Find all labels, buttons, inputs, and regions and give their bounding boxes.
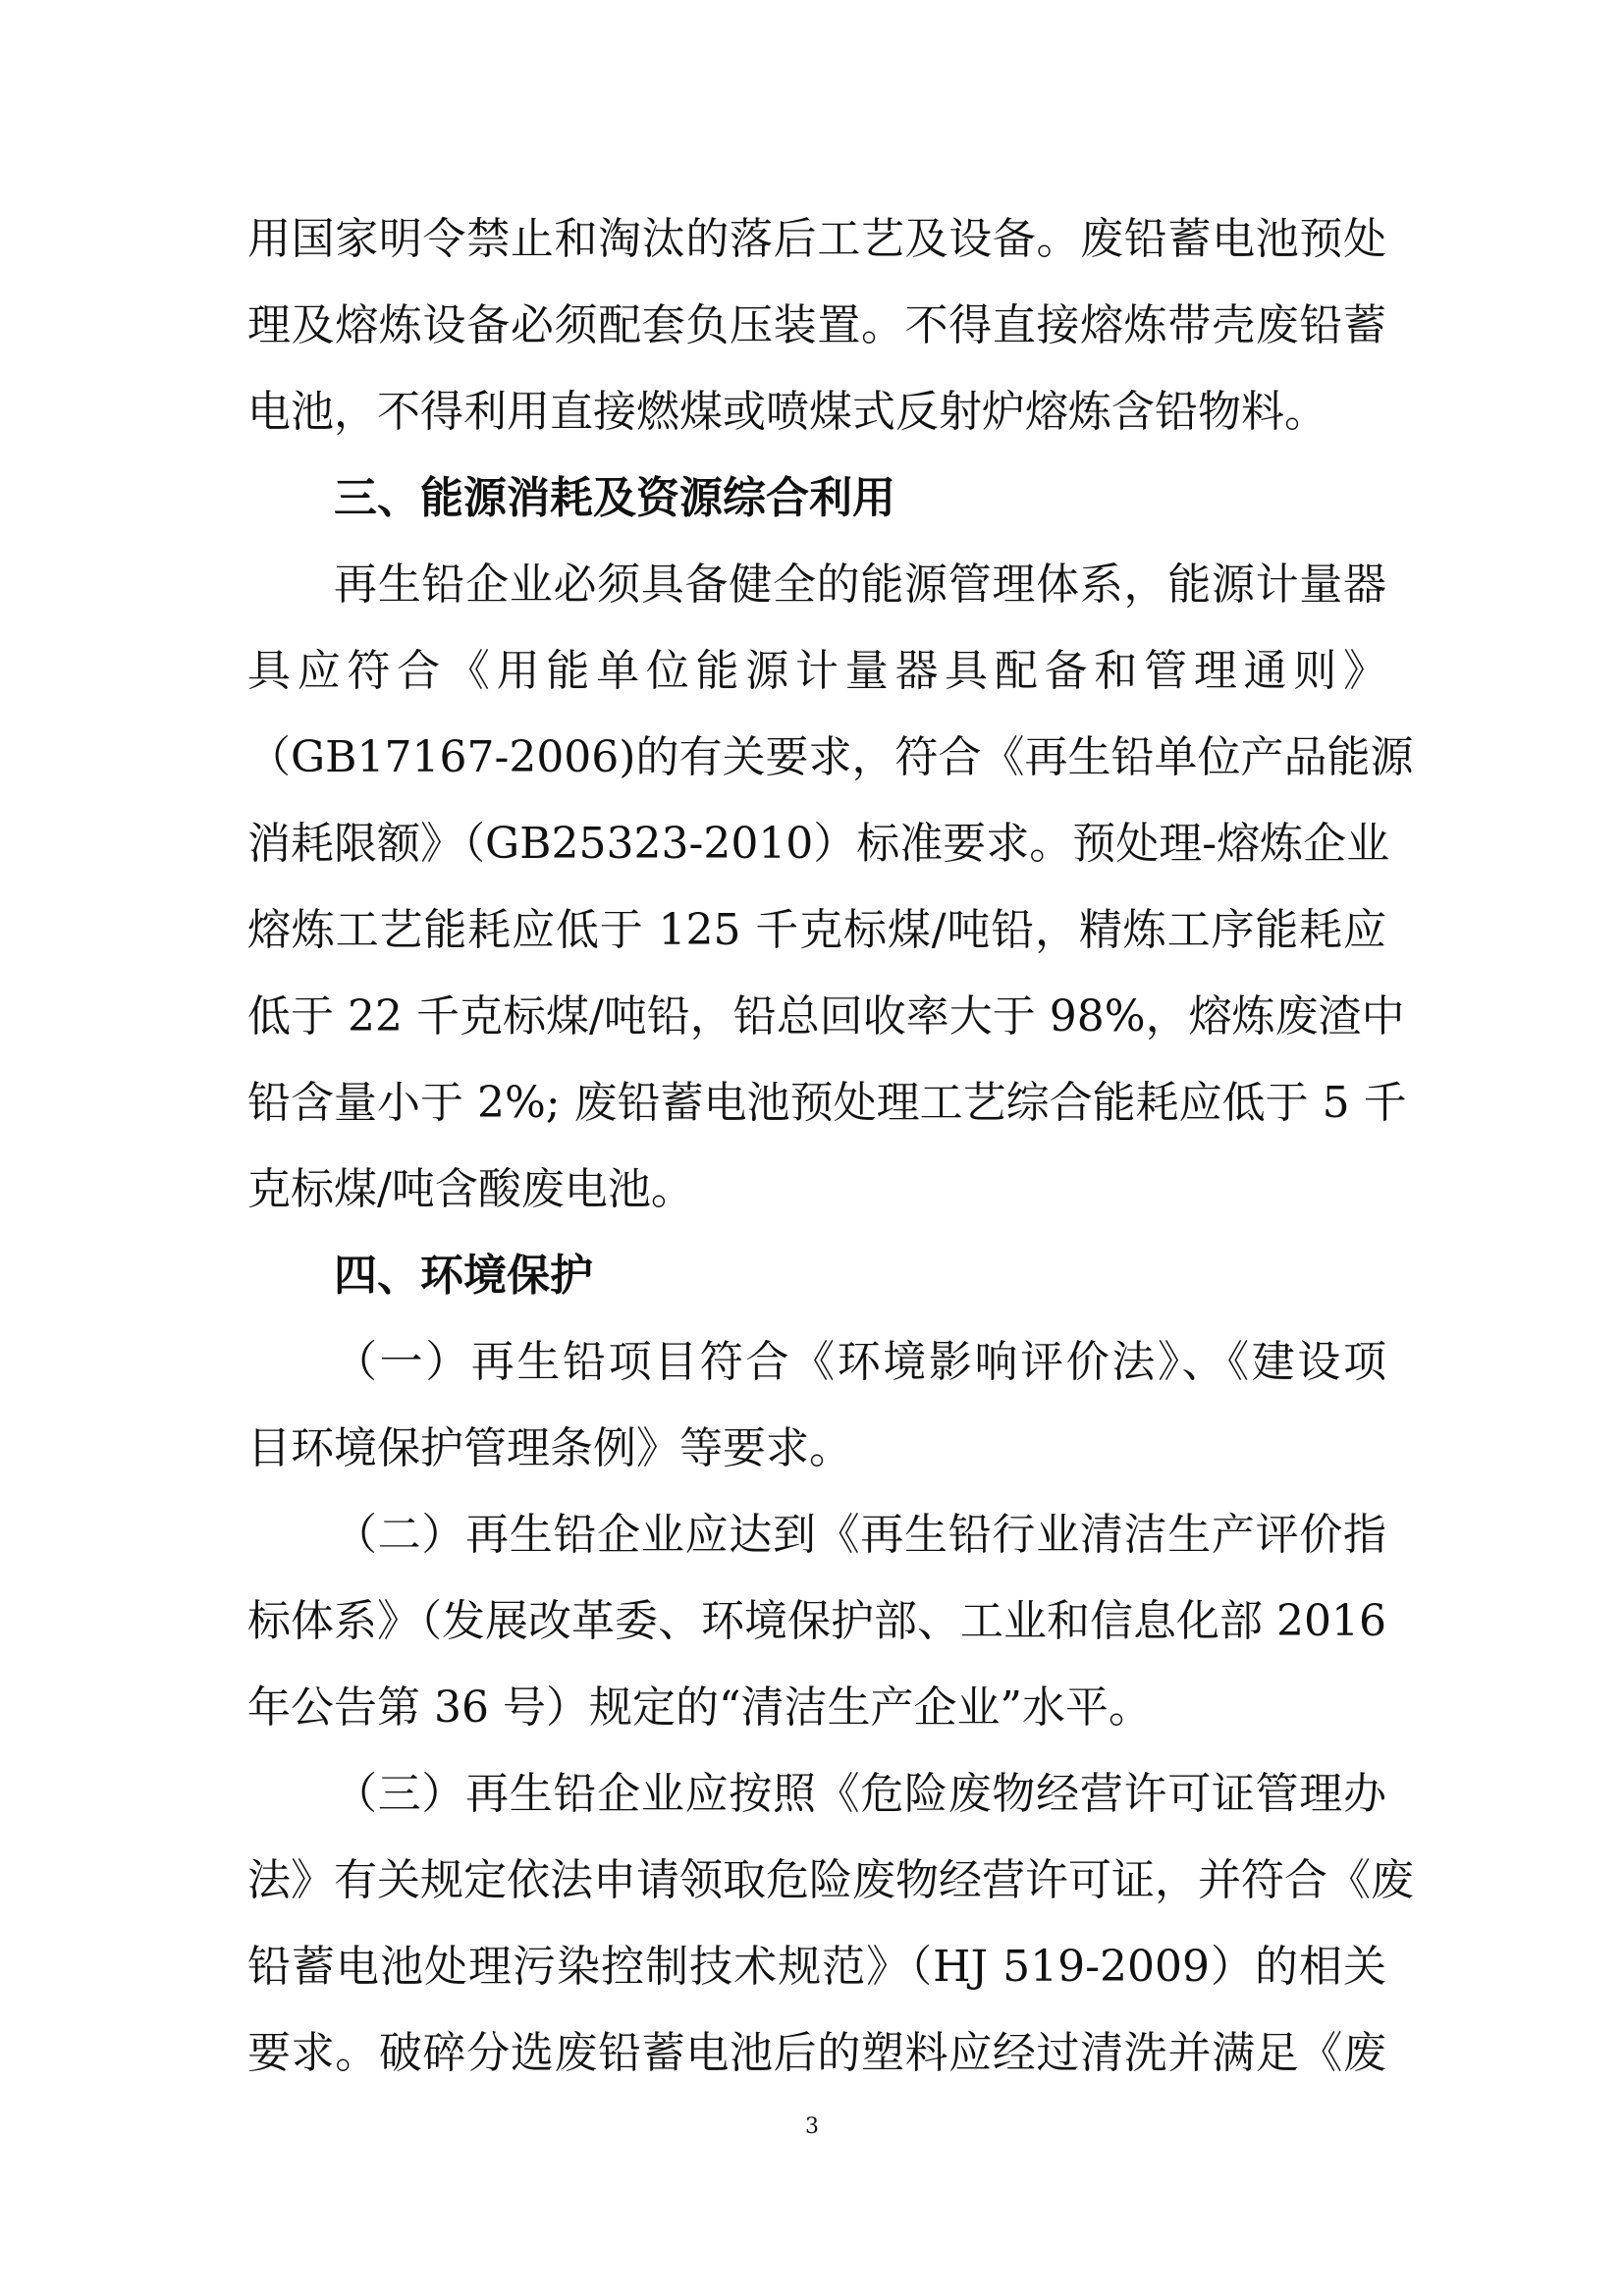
text-line: （三）再生铅企业应按照《危险废物经营许可证管理办 <box>334 1769 1386 1819</box>
text-line: 理及熔炼设备必须配套负压装置。不得直接熔炼带壳废铅蓄 <box>247 300 1386 350</box>
paragraph-env-item-1 <box>247 1319 1386 1492</box>
document-body <box>247 196 1414 2097</box>
text-line: 具应符合《用能单位能源计量器具配备和管理通则》 <box>247 646 1386 696</box>
section-heading-environment: 四、环境保护 <box>334 1251 593 1301</box>
text-line: 电池，不得利用直接燃煤或喷煤式反射炉熔炼含铅物料。 <box>247 387 1327 437</box>
paragraph-energy-consumption <box>247 542 1414 1233</box>
text-line: 熔炼工艺能耗应低于 125 千克标煤/吨铅，精炼工序能耗应 <box>247 905 1386 955</box>
paragraph-env-item-3 <box>247 1751 1414 2097</box>
paragraph-process-equipment <box>247 196 1386 455</box>
section-heading-energy: 三、能源消耗及资源综合利用 <box>334 473 895 523</box>
text-line: 法》有关规定依法申请领取危险废物经营许可证，并符合《废 <box>247 1855 1414 1905</box>
text-line: 铅蓄电池处理污染控制技术规范》（HJ 519-2009）的相关 <box>247 1942 1386 1992</box>
page-number: 3 <box>805 2114 819 2139</box>
text-line: 消耗限额》（GB25323-2010）标准要求。预处理-熔炼企业 <box>247 819 1390 869</box>
text-line: 低于 22 千克标煤/吨铅，铅总回收率大于 98%，熔炼废渣中 <box>247 991 1405 1041</box>
text-line: 克标煤/吨含酸废电池。 <box>247 1164 694 1214</box>
text-line: （GB17167-2006)的有关要求，符合《再生铅单位产品能源 <box>247 732 1414 782</box>
text-line: 用国家明令禁止和淘汰的落后工艺及设备。废铅蓄电池预处 <box>247 214 1386 264</box>
text-line: 要求。破碎分选废铅蓄电池后的塑料应经过清洗并满足《废 <box>247 2028 1386 2078</box>
text-line: 标体系》（发展改革委、环境保护部、工业和信息化部 2016 <box>247 1596 1386 1646</box>
text-line: 再生铅企业必须具备健全的能源管理体系，能源计量器 <box>334 560 1386 610</box>
text-line: （二）再生铅企业应达到《再生铅行业清洁生产评价指 <box>334 1510 1386 1560</box>
text-line: 目环境保护管理条例》等要求。 <box>247 1423 852 1473</box>
text-line: 年公告第 36 号）规定的“清洁生产企业”水平。 <box>247 1682 1152 1733</box>
text-line: 铅含量小于 2%; 废铅蓄电池预处理工艺综合能耗应低于 5 千 <box>247 1078 1407 1128</box>
text-line: （一）再生铅项目符合《环境影响评价法》、《建设项 <box>334 1337 1386 1387</box>
paragraph-env-item-2 <box>247 1492 1386 1751</box>
